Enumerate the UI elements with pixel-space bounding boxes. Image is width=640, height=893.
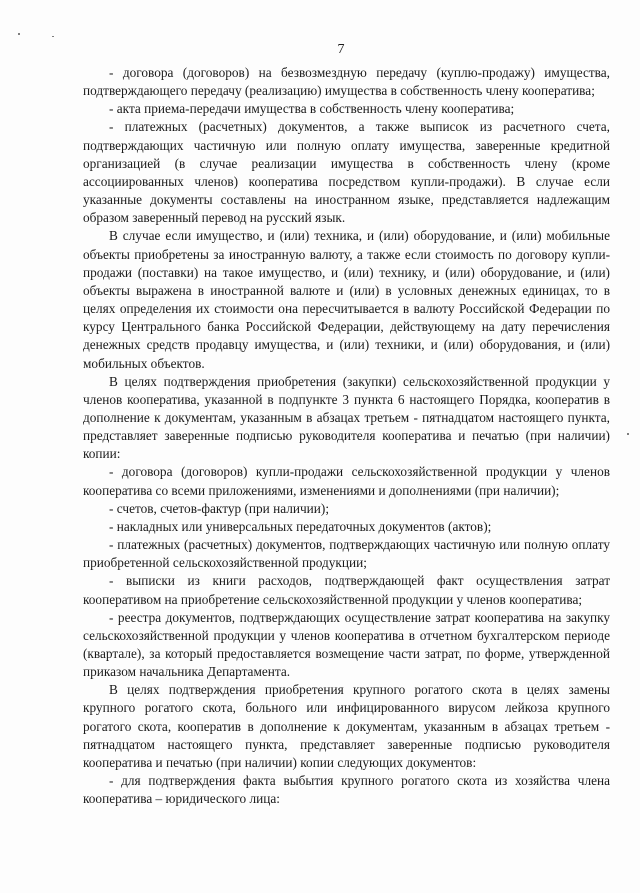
paragraph: В случае если имущество, и (или) техника, и (или) оборудование, и (или) мобильные объекты приобретены за иностранную валюту, а также если стоимость по договору купли-продажи (поставки) на такое имущество, и (или) технику, и (или) оборудование, и (или) объекты выражена в иностранной валюте и (или) в условных денежных единицах, то в целях определения их стоимости она пересчитывается в валюту Российской Федерации по курсу Центрального банка Российской Федерации, действующему на дату перечисления денежных средств продавцу имущества, и (или) техники, и (или) оборудования, и (или) мобильных объектов.	[83, 228, 610, 371]
paragraph: - договора (договоров) на безвозмездную передачу (куплю-продажу) имущества, подтверждающего передачу (реализацию) имущества в собственность члену кооператива;	[83, 65, 610, 99]
scan-speck	[18, 33, 20, 35]
paragraph: - для подтверждения факта выбытия крупного рогатого скота из хозяйства члена кооператива – юридического лица:	[83, 773, 610, 807]
document-body	[83, 64, 610, 808]
paragraph: - договора (договоров) купли-продажи сельскохозяйственной продукции у членов кооператива со всеми приложениями, изменениями и дополнениями (при наличии);	[83, 464, 610, 498]
paragraph: - платежных (расчетных) документов, а также выписок из расчетного счета, подтверждающих частичную или полную оплату имущества, заверенные кредитной организацией (в случае реализации имущества в собственность члену (кроме ассоциированных членов) кооператива посредством купли-продажи). В случае если указанные документы составлены на иностранном языке, представляется надлежащим образом заверенный перевод на русский язык.	[83, 119, 610, 226]
paragraph: - платежных (расчетных) документов, подтверждающих частичную или полную оплату приобретенной сельскохозяйственной продукции;	[83, 537, 610, 571]
paragraph: - выписки из книги расходов, подтверждающей факт осуществления затрат кооперативом на приобретение сельскохозяйственной продукции у членов кооператива;	[83, 573, 610, 607]
scan-speck	[627, 433, 629, 435]
paragraph: - акта приема-передачи имущества в собственность члену кооператива;	[109, 101, 515, 117]
paragraph: В целях подтверждения приобретения крупного рогатого скота в целях замены крупного рогатого скота, больного или инфицированного вирусом лейкоза крупного рогатого скота, кооператив в дополнение к документам, указанным в абзацах третьем - пятнадцатом настоящего пункта, представляет заверенные подписью руководителя кооператива и печатью (при наличии) копии следующих документов:	[83, 682, 610, 770]
paragraph: В целях подтверждения приобретения (закупки) сельскохозяйственной продукции у членов кооператива, указанной в подпункте 3 пункта 6 настоящего Порядка, кооператив в дополнение к документам, указанным в абзацах третьем - пятнадцатом настоящего пункта, представляет заверенные подписью руководителя кооператива и печатью (при наличии) копии:	[83, 373, 610, 462]
paragraph: - реестра документов, подтверждающих осуществление затрат кооператива на закупку сельскохозяйственной продукции у членов кооператива в отчетном бухгалтерском периоде (квартале), за который предоставляется возмещение части затрат, по форме, утвержденной приказом начальника Департамента.	[83, 609, 610, 680]
page-number: 7	[337, 42, 345, 57]
paragraph: - накладных или универсальных передаточных документов (актов);	[109, 518, 492, 534]
paragraph: - счетов, счетов-фактур (при наличии);	[109, 500, 330, 516]
scan-speck	[52, 36, 54, 37]
